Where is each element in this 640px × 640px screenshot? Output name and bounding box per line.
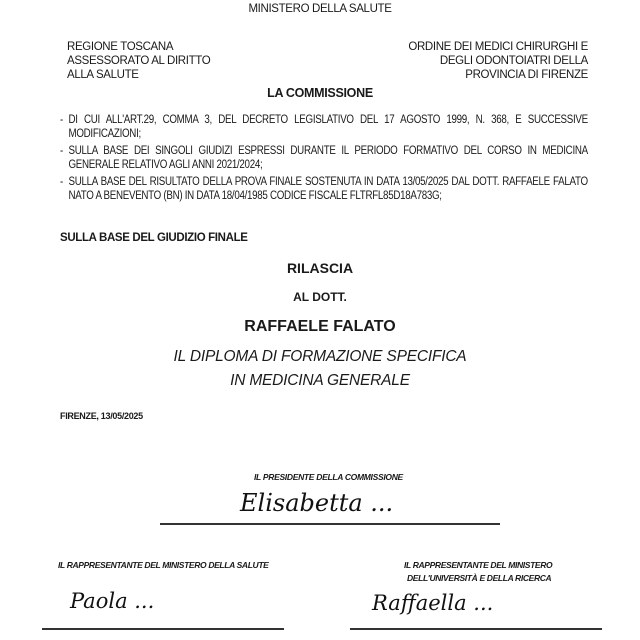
university-rep-signature: Raffaella ...	[372, 591, 494, 615]
list-item: - SULLA BASE DEL RISULTATO DELLA PROVA FINALE SOSTENUTA IN DATA 13/05/2025 DAL DOTT. RAFFAELE FALATO NATO A BENEVENTO (BN) IN DATA 18/04/1985 CODICE FISCALE FLTRFL85D18A783G;	[60, 176, 588, 202]
right-header-line: DEGLI ODONTOIATRI DELLA	[439, 55, 588, 67]
list-item: - SULLA BASE DEI SINGOLI GIUDIZI ESPRESSI DURANTE IL PERIODO FORMATIVO DEL CORSO IN MEDICINA GENERALE RELATIVO AGLI ANNI 2021/2024;	[60, 145, 588, 171]
health-rep-signature: Paola ...	[70, 589, 155, 613]
university-rep-label-line1: IL RAPPRESENTANTE DEL MINISTERO	[404, 560, 553, 570]
university-rep-label-line2: DELL'UNIVERSITÀ E DELLA RICERCA	[407, 573, 552, 583]
ministry-title: MINISTERO DELLA SALUTE	[248, 3, 392, 15]
health-rep-signature-line	[42, 628, 284, 630]
issues-heading: RILASCIA	[286, 260, 354, 276]
recipient-name: RAFFAELE FALATO	[244, 318, 396, 335]
list-item-text: SULLA BASE DEI SINGOLI GIUDIZI ESPRESSI DURANTE IL PERIODO FORMATIVO DEL CORSO IN MEDICINA GENERALE RELATIVO AGLI ANNI 2021/2024;	[68, 145, 588, 171]
president-label: IL PRESIDENTE DELLA COMMISSIONE	[254, 472, 403, 482]
commission-heading: LA COMMISSIONE	[267, 86, 373, 100]
president-signature-line	[160, 523, 500, 525]
health-rep-label: IL RAPPRESENTANTE DEL MINISTERO DELLA SALUTE	[58, 560, 269, 570]
judgement-text: SULLA BASE DEL GIUDIZIO FINALE	[60, 232, 248, 244]
place-date: FIRENZE, 13/05/2025	[60, 411, 143, 421]
left-header-line: ASSESSORATO AL DIRITTO	[67, 55, 211, 67]
list-item-text: DI CUI ALL'ART.29, COMMA 3, DEL DECRETO LEGISLATIVO DEL 17 AGOSTO 1999, N. 368, E SUCCESSIVE MODIFICAZIONI;	[68, 114, 588, 140]
president-signature: Elisabetta ...	[240, 489, 394, 517]
left-header-line: REGIONE TOSCANA	[67, 41, 174, 53]
to-label: AL DOTT.	[293, 290, 347, 304]
right-header-line: PROVINCIA DI FIRENZE	[465, 69, 588, 81]
right-header	[408, 40, 588, 82]
list-item-text: SULLA BASE DEL RISULTATO DELLA PROVA FINALE SOSTENUTA IN DATA 13/05/2025 DAL DOTT. RAFFAELE FALATO NATO A BENEVENTO (BN) IN DATA 18/04/1985 CODICE FISCALE FLTRFL85D18A783G;	[68, 176, 588, 202]
premises-list	[60, 114, 588, 203]
diploma-title-line1: IL DIPLOMA DI FORMAZIONE SPECIFICA	[173, 348, 467, 365]
right-header-line: ORDINE DEI MEDICI CHIRURGHI E	[408, 41, 588, 53]
left-header-line: ALLA SALUTE	[67, 69, 139, 81]
list-item: - DI CUI ALL'ART.29, COMMA 3, DEL DECRETO LEGISLATIVO DEL 17 AGOSTO 1999, N. 368, E SUCCESSIVE MODIFICAZIONI;	[60, 114, 588, 140]
university-rep-signature-line	[350, 628, 602, 630]
diploma-title-line2: IN MEDICINA GENERALE	[230, 372, 410, 389]
left-header	[67, 40, 210, 82]
